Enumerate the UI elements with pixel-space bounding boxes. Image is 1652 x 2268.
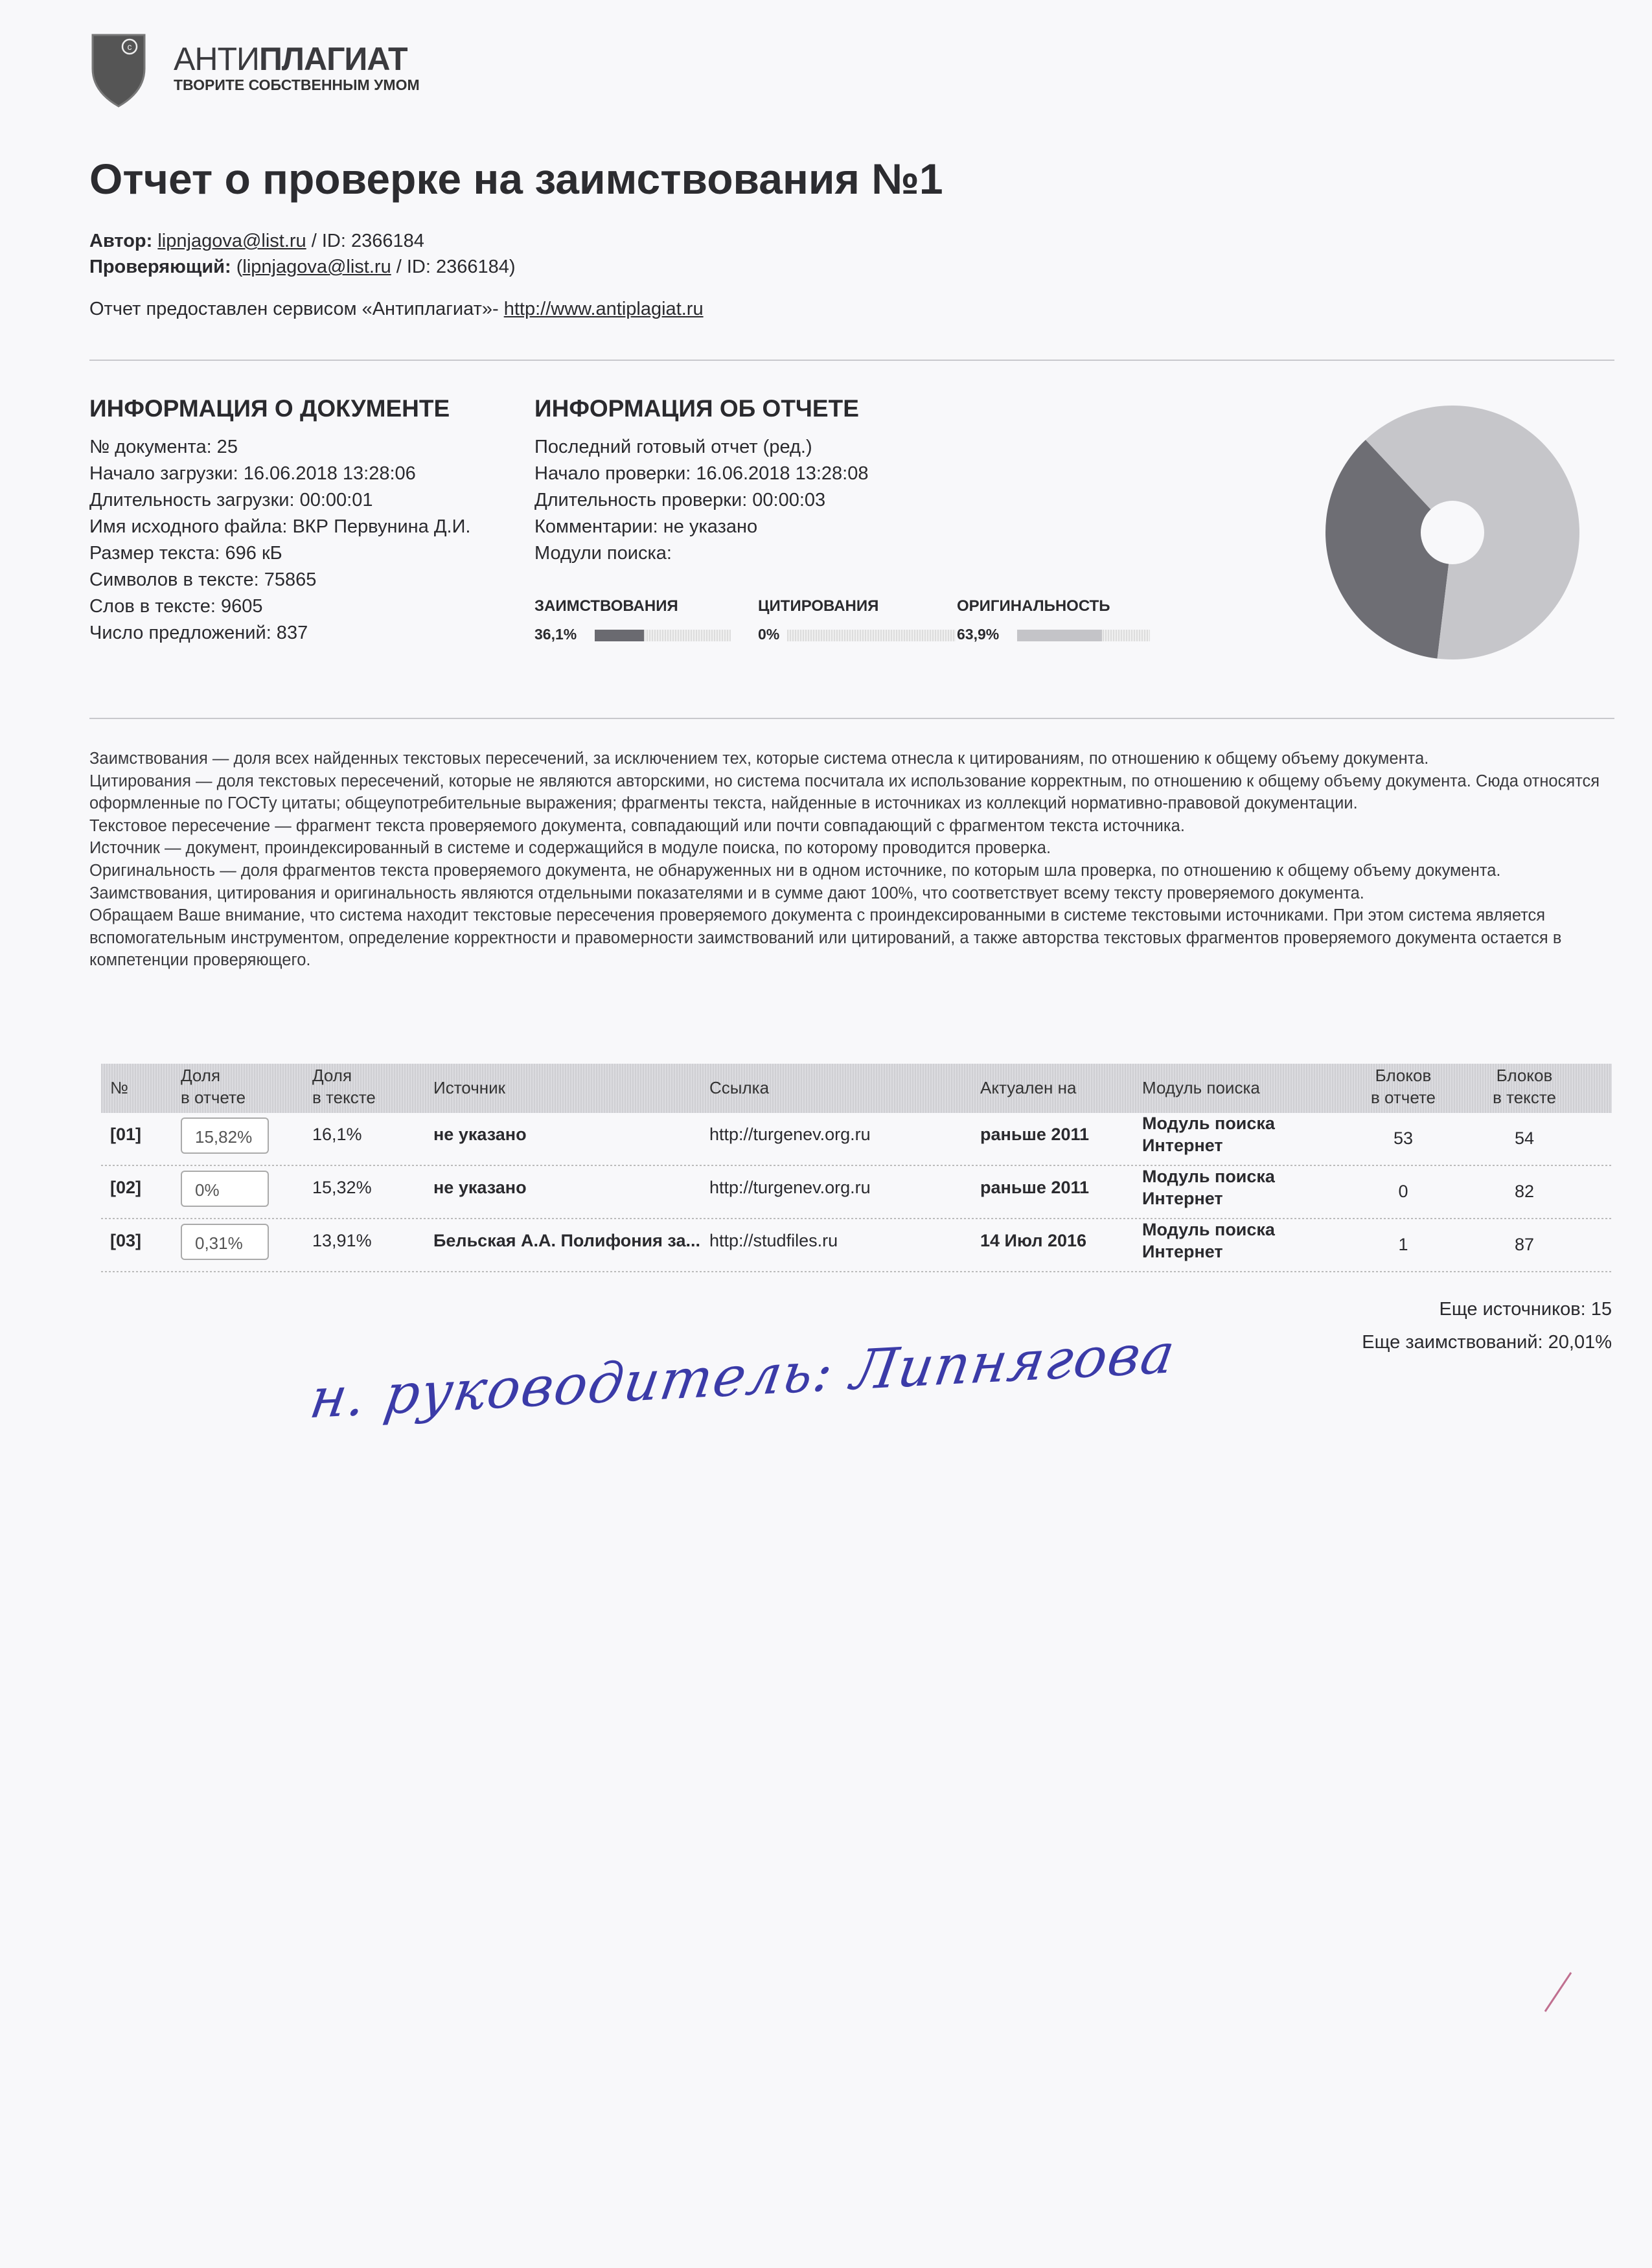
author-line [89, 231, 424, 252]
service-url-link[interactable]: http://www.antiplagiat.ru [503, 299, 704, 319]
metric-bar [1017, 630, 1150, 641]
metric-bar [595, 630, 731, 641]
metric-value: 0% [758, 626, 780, 643]
pie-chart [1322, 402, 1583, 663]
definition-paragraph: Оригинальность — доля фрагментов текста проверяемого документа, не обнаруженных ни в одном источнике, по которым шла проверка, по отношению к общему объему документа. [89, 861, 1501, 880]
column-header-line: Актуален на [980, 1078, 1077, 1097]
definition-paragraph: Заимствования, цитирования и оригинальность являются отдельными показателями и в сумме дают 100%, что соответствует всему тексту проверяемого документа. [89, 884, 1364, 902]
reviewer-id: / ID: 2366184) [391, 257, 516, 277]
divider [89, 718, 1614, 719]
row-divider [101, 1165, 1612, 1166]
metric-bar-fill [595, 630, 644, 641]
more-borrowings: Еще заимствований: 20,01% [1362, 1332, 1612, 1353]
service-text: Отчет предоставлен сервисом «Антиплагиат»- [89, 299, 504, 319]
more-sources: Еще источников: 15 [1439, 1299, 1612, 1320]
column-header-line: Доля [181, 1066, 221, 1085]
cell-actual: раньше 2011 [980, 1125, 1090, 1144]
cell-blocks-report: 1 [1398, 1235, 1408, 1254]
definition-paragraph: Текстовое пересечение — фрагмент текста проверяемого документа, совпадающий или почти совпадающий с фрагментом текста источника. [89, 816, 1185, 835]
share-report-box[interactable]: 0,31% [181, 1224, 269, 1260]
search-module-line: Интернет [1142, 1189, 1223, 1208]
brand-bold: ПЛАГИАТ [258, 41, 407, 77]
search-module-line: Модуль поиска [1142, 1114, 1275, 1133]
column-header-line: № [110, 1078, 128, 1097]
row-divider [101, 1271, 1612, 1272]
pen-mark [1542, 1969, 1574, 2015]
cell-actual: 14 Июл 2016 [980, 1231, 1087, 1250]
cell-source[interactable]: не указано [433, 1125, 527, 1144]
metric-value: 36,1% [534, 626, 577, 643]
author-id: / ID: 2366184 [306, 231, 424, 251]
pie-hole [1421, 501, 1484, 564]
cell-blocks-report: 53 [1393, 1128, 1414, 1148]
metric-label: ЗАИМСТВОВАНИЯ [534, 597, 678, 615]
logo-shield-icon [89, 30, 148, 108]
brand-tagline: ТВОРИТЕ СОБСТВЕННЫМ УМОМ [174, 76, 420, 93]
cell-blocks-text: 82 [1514, 1182, 1535, 1201]
column-header-line: Блоков [1375, 1066, 1432, 1085]
cell-blocks-text: 54 [1514, 1128, 1535, 1148]
reviewer-label: Проверяющий: [89, 257, 231, 277]
author-label: Автор: [89, 231, 153, 251]
column-header [110, 1077, 128, 1099]
reviewer-paren: ( [231, 257, 243, 277]
cell-num: [01] [110, 1125, 142, 1144]
share-report-box[interactable]: 15,82% [181, 1117, 269, 1154]
column-header-line: Модуль поиска [1142, 1078, 1260, 1097]
search-module-line: Модуль поиска [1142, 1220, 1275, 1239]
cell-source[interactable]: Бельская А.А. Полифония за... [433, 1231, 700, 1250]
doc-info-line: Число предложений: 837 [89, 623, 308, 643]
cell-link[interactable]: http://turgenev.org.ru [709, 1178, 871, 1197]
page-title: Отчет о проверке на заимствования №1 [89, 155, 943, 203]
cell-share-text: 16,1% [312, 1125, 362, 1144]
definition-paragraph: Обращаем Ваше внимание, что система находит текстовые пересечения проверяемого документа с проиндексированными в системе текстовыми источниками. При этом система является вспомогательным инструментом, определение корректности и правомерности заимствований или цитирований, а также авторства текстовых фрагментов проверяемого документа остается в компетенции проверяющего. [89, 906, 1562, 970]
handwritten-signature: н. руководитель: Липнягова [306, 1321, 1180, 1431]
column-header [1489, 1064, 1560, 1108]
search-module-line: Интернет [1142, 1136, 1223, 1155]
definition-paragraph: Источник — документ, проиндексированный в системе и содержащийся в модуле поиска, по которому проводится проверка. [89, 839, 1051, 858]
search-module-line: Модуль поиска [1142, 1167, 1275, 1186]
svg-text:c: c [127, 41, 132, 52]
column-header-line: в отчете [181, 1088, 246, 1107]
column-header [312, 1064, 376, 1108]
author-email-link[interactable]: lipnjagova@list.ru [157, 231, 306, 251]
cell-actual: раньше 2011 [980, 1178, 1090, 1197]
cell-share-text: 13,91% [312, 1231, 372, 1250]
divider [89, 360, 1614, 361]
cell-blocks-text: 87 [1514, 1235, 1535, 1254]
metric-bar [787, 630, 956, 641]
cell-num: [03] [110, 1231, 142, 1250]
metric-value: 63,9% [957, 626, 1000, 643]
metric-label: ОРИГИНАЛЬНОСТЬ [957, 597, 1110, 615]
column-header-line: Ссылка [709, 1078, 770, 1097]
column-header-line: Блоков [1496, 1066, 1553, 1085]
column-header-line: в отчете [1370, 1088, 1436, 1107]
report-info-heading: ИНФОРМАЦИЯ ОБ ОТЧЕТЕ [534, 395, 859, 422]
cell-link[interactable]: http://turgenev.org.ru [709, 1125, 871, 1144]
metric-bar-fill [1017, 630, 1102, 641]
column-header-line: в тексте [312, 1088, 376, 1107]
report-info-line: Последний готовый отчет (ред.) [534, 437, 812, 457]
share-report-box[interactable]: 0% [181, 1171, 269, 1207]
definitions [89, 748, 1618, 972]
column-header [1368, 1064, 1439, 1108]
search-module-line: Интернет [1142, 1242, 1223, 1261]
cell-share-text: 15,32% [312, 1178, 372, 1197]
doc-info-line: Размер текста: 696 кБ [89, 543, 282, 564]
column-header [433, 1077, 505, 1099]
report-info-line: Модули поиска: [534, 543, 672, 564]
row-divider [101, 1218, 1612, 1219]
cell-link[interactable]: http://studfiles.ru [709, 1231, 838, 1250]
doc-info-line: Имя исходного файла: ВКР Первунина Д.И. [89, 516, 471, 537]
doc-info-line: Длительность загрузки: 00:00:01 [89, 490, 373, 510]
search-module [1142, 1112, 1275, 1156]
metric-label: ЦИТИРОВАНИЯ [758, 597, 879, 615]
column-header-line: в тексте [1493, 1088, 1556, 1107]
reviewer-line [89, 257, 516, 278]
column-header [980, 1077, 1076, 1099]
doc-info-line: Слов в тексте: 9605 [89, 596, 263, 617]
column-header [1142, 1077, 1260, 1099]
column-header-line: Доля [312, 1066, 352, 1085]
definition-paragraph: Заимствования — доля всех найденных текстовых пересечений, за исключением тех, которые система отнесла к цитированиям, по отношению к общему объему документа. [89, 750, 1429, 768]
report-info-line: Начало проверки: 16.06.2018 13:28:08 [534, 463, 869, 484]
column-header [181, 1064, 246, 1108]
report-info-line: Комментарии: не указано [534, 516, 758, 537]
cell-blocks-report: 0 [1398, 1182, 1408, 1201]
brand-name [174, 40, 407, 78]
definition-paragraph: Цитирования — доля текстовых пересечений, которые не являются авторскими, но система посчитала их использование корректным, по отношению к общему объему документа. Сюда относятся оформленные по ГОСТу цитаты; общеупотребительные выражения; фрагменты текста, найденные в источниках из коллекций нормативно-правовой документации. [89, 772, 1600, 813]
doc-info-line: Начало загрузки: 16.06.2018 13:28:06 [89, 463, 416, 484]
cell-source[interactable]: не указано [433, 1178, 527, 1197]
column-header-line: Источник [433, 1078, 505, 1097]
search-module [1142, 1165, 1275, 1209]
doc-info-line: Символов в тексте: 75865 [89, 569, 317, 590]
doc-info-line: № документа: 25 [89, 437, 238, 457]
column-header [709, 1077, 769, 1099]
brand-thin: АНТИ [174, 41, 259, 77]
reviewer-email-link[interactable]: lipnjagova@list.ru [242, 257, 391, 277]
search-module [1142, 1219, 1275, 1263]
cell-num: [02] [110, 1178, 142, 1197]
service-line [89, 299, 704, 320]
doc-info-heading: ИНФОРМАЦИЯ О ДОКУМЕНТЕ [89, 395, 450, 422]
report-info-line: Длительность проверки: 00:00:03 [534, 490, 826, 510]
